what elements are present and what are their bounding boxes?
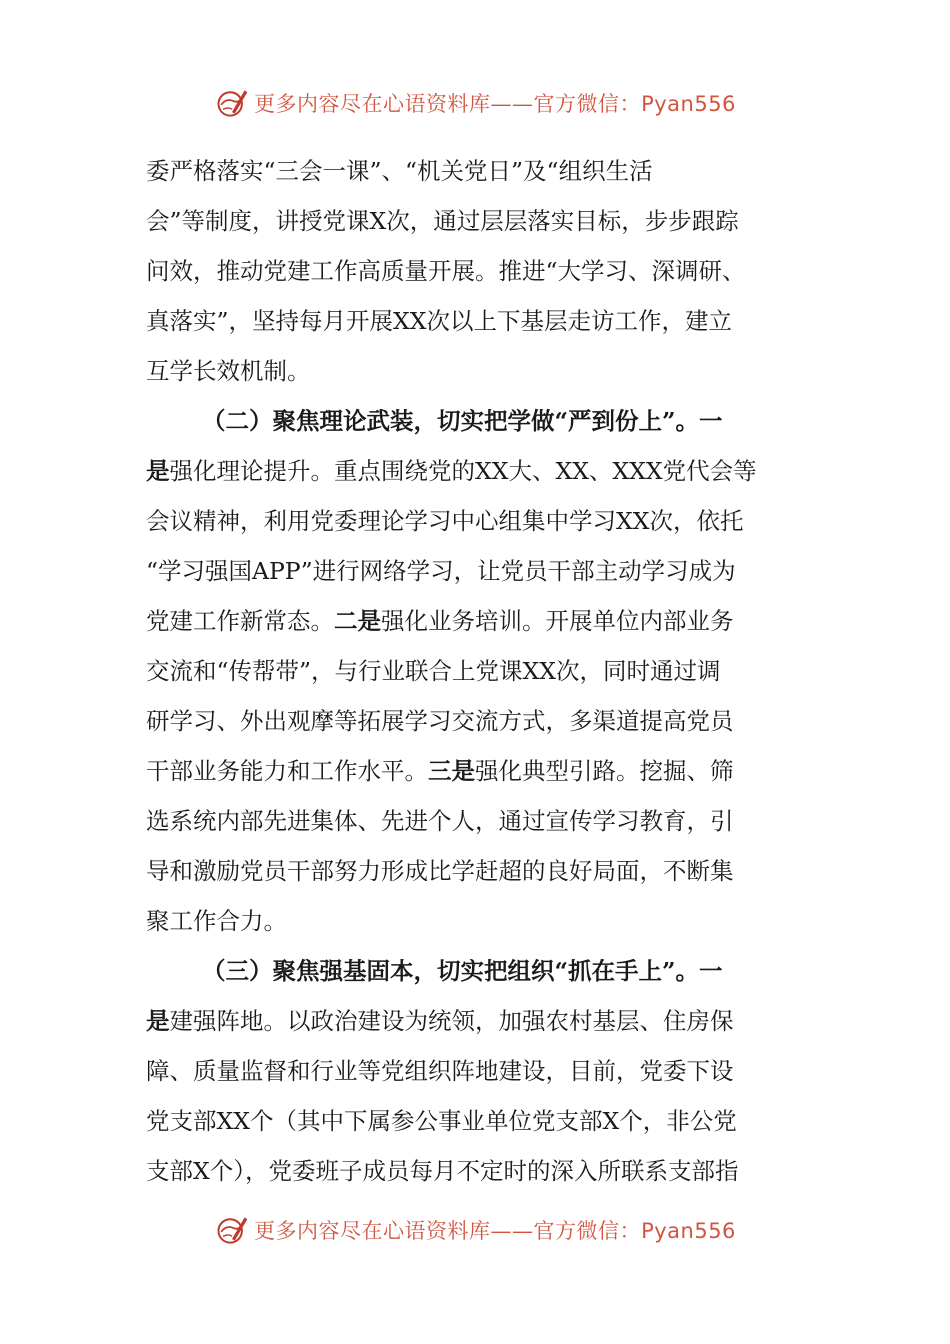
text-line: 是建强阵地。以政治建设为统领，加强农村基层、住房保 [146,1007,734,1035]
text-line: 选系统内部先进集体、先进个人，通过宣传学习教育，引 [146,807,734,835]
text-line: 研学习、外出观摩等拓展学习交流方式，多渠道提高党员 [146,707,734,735]
text-line: 委严格落实“三会一课”、“机关党日”及“组织生活 [146,157,653,185]
text-line: 聚工作合力。 [146,907,287,935]
text-line: 导和激励党员干部努力形成比学赶超的良好局面，不断集 [146,857,734,885]
pen-logo-icon [214,85,250,121]
text-line: 是强化理论提升。重点围绕党的XX大、XX、XXX党代会等 [146,457,757,485]
watermark-text: 更多内容尽在心语资料库——官方微信：Pyan556 [254,1219,736,1243]
document-body [146,146,816,1196]
section-heading-2: （二）聚焦理论武装，切实把学做“严到份上”。一 [202,407,723,435]
watermark-text: 更多内容尽在心语资料库——官方微信：Pyan556 [254,92,736,116]
text-line: 干部业务能力和工作水平。三是强化典型引路。挖掘、筛 [146,757,734,785]
text-line: 障、质量监督和行业等党组织阵地建设，目前，党委下设 [146,1057,734,1085]
text-line: 支部X个），党委班子成员每月不定时的深入所联系支部指 [146,1157,739,1185]
wechat-id: Pyan556 [641,92,736,116]
text-line: 会议精神，利用党委理论学习中心组集中学习XX次，依托 [146,507,744,535]
text-line: 互学长效机制。 [146,357,311,385]
section-heading-3: （三）聚焦强基固本，切实把组织“抓在手上”。一 [202,957,723,985]
text-line: 党支部XX个（其中下属参公事业单位党支部X个，非公党 [146,1107,737,1135]
text-line: 会”等制度，讲授党课X次，通过层层落实目标，步步跟踪 [146,207,739,235]
header-watermark [0,81,950,125]
text-line: “学习强国APP”进行网络学习，让党员干部主动学习成为 [146,557,736,585]
text-line: 党建工作新常态。二是强化业务培训。开展单位内部业务 [146,607,734,635]
wechat-id: Pyan556 [641,1219,736,1243]
footer-watermark [0,1208,950,1252]
text-line: 交流和“传帮带”，与行业联合上党课XX次，同时通过调 [146,657,721,685]
pen-logo-icon [214,1212,250,1248]
text-line: 问效，推动党建工作高质量开展。推进“大学习、深调研、 [146,257,746,285]
text-line: 真落实”，坚持每月开展XX次以上下基层走访工作，建立 [146,307,732,335]
